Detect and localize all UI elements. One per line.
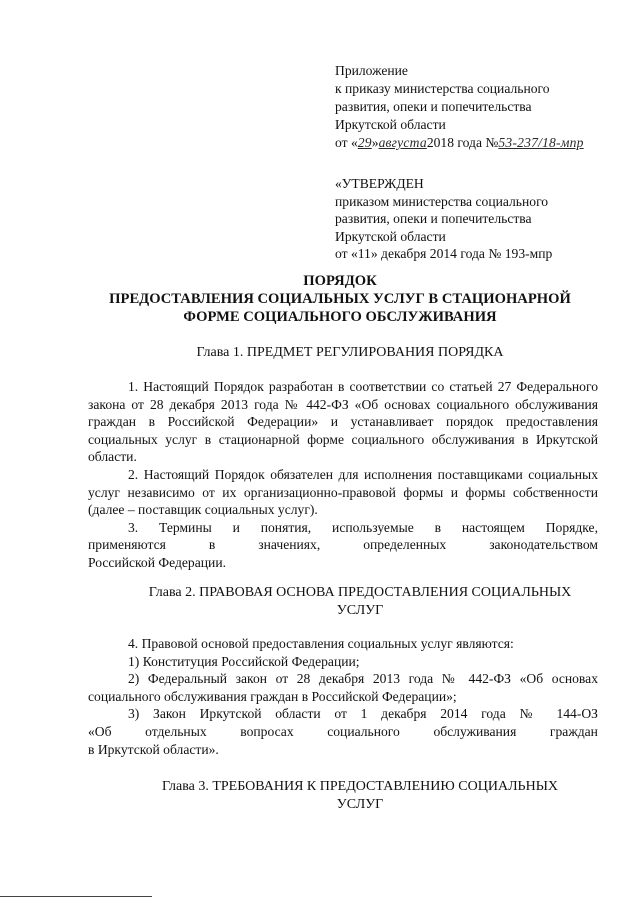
list-item-3-line-3: в Иркутской области». (88, 741, 219, 757)
approved-line: «УТВЕРЖДЕН (335, 176, 424, 191)
appendix-line: развития, опеки и попечительства (335, 99, 532, 114)
word: в (208, 537, 216, 553)
handwritten-number: 53-237/18-мпр (498, 135, 584, 150)
approved-line: Иркутской области (335, 228, 446, 244)
chapter-1-body (88, 378, 598, 572)
chapter-2-heading-line: Глава 2. ПРАВОВАЯ ОСНОВА ПРЕДОСТАВЛЕНИЯ СОЦИАЛЬНЫХ (148, 585, 572, 600)
paragraph-2: 2. Настоящий Порядок обязателен для исполнения поставщиками социальных услуг независимо от их организационно-правовой формы и формы собственности (далее – поставщик социальных услуг). (88, 466, 598, 518)
word: отдельных (145, 723, 207, 739)
appendix-date-line (335, 134, 635, 152)
chapter-3-heading (80, 778, 640, 814)
word: вопросах (240, 723, 294, 739)
chapter-3-heading-line: УСЛУГ (336, 797, 384, 812)
list-item-1: 1) Конституция Российской Федерации; (128, 653, 360, 669)
chapter-1-heading: Глава 1. ПРЕДМЕТ РЕГУЛИРОВАНИЯ ПОРЯДКА (196, 345, 504, 360)
paragraph-4: 4. Правовой основой предоставления социальных услуг являются: (128, 636, 514, 651)
list-item-2: 2) Федеральный закон от 28 декабря 2013 года № 442-ФЗ «Об основах социального обслуживания граждан в Российской Федерации»; (88, 671, 598, 704)
appendix-line: Иркутской области (335, 117, 446, 132)
approved-line: приказом министерства социального (335, 193, 549, 209)
word: социального (327, 723, 400, 739)
date-prefix: от « (335, 135, 358, 150)
approved-block (335, 175, 635, 263)
title-line: ПОРЯДОК (303, 273, 377, 289)
handwritten-month: августа (378, 135, 427, 150)
chapter-2-heading (80, 584, 640, 620)
appendix-block (335, 62, 635, 152)
word: «Об (88, 723, 112, 739)
chapter-2-heading-line: УСЛУГ (336, 603, 384, 618)
handwritten-day: 29 (357, 135, 372, 150)
paragraph-1: 1. Настоящий Порядок разработан в соответствии со статьей 27 Федерального закона от 28 декабря 2013 года № 442-ФЗ «Об основах социального обслуживания граждан в Российской Федерации» и устанавливает порядок предоставления социальных услуг в стационарной форме социального обслуживания в Иркутской области. (88, 379, 598, 465)
list-item-3-line-2 (88, 723, 598, 741)
approved-line: развития, опеки и попечительства (335, 211, 532, 227)
paragraph-3-line-2 (88, 536, 598, 554)
list-item-3-line-1: 3) Закон Иркутской области от 1 декабря 2014 года № 144-ОЗ (128, 706, 598, 722)
paragraph-3-line-1: 3. Термины и понятия, используемые в настоящем Порядке, (128, 519, 598, 535)
approved-line: от «11» декабря 2014 года № 193-мпр (335, 246, 553, 262)
chapter-3-heading-line: Глава 3. ТРЕБОВАНИЯ К ПРЕДОСТАВЛЕНИЮ СОЦИАЛЬНЫХ (161, 779, 559, 794)
word: граждан (549, 723, 598, 739)
date-mid: » (371, 135, 379, 150)
footnote-divider (0, 896, 152, 897)
word: применяются (88, 537, 166, 553)
word: обслуживания (433, 723, 517, 739)
date-suffix: 2018 года № (426, 135, 499, 150)
title-line: ФОРМЕ СОЦИАЛЬНОГО ОБСЛУЖИВАНИЯ (183, 309, 497, 325)
word: значениях, (258, 537, 321, 553)
appendix-line: Приложение (335, 63, 408, 78)
appendix-line: к приказу министерства социального (335, 81, 550, 96)
chapter-2-body (88, 635, 598, 758)
word: определенных (363, 537, 447, 553)
title-line: ПРЕДОСТАВЛЕНИЯ СОЦИАЛЬНЫХ УСЛУГ В СТАЦИОНАРНОЙ (109, 291, 571, 307)
paragraph-3-line-3: Российской Федерации. (88, 554, 226, 570)
word: законодательством (489, 537, 598, 553)
document-title (60, 272, 620, 326)
